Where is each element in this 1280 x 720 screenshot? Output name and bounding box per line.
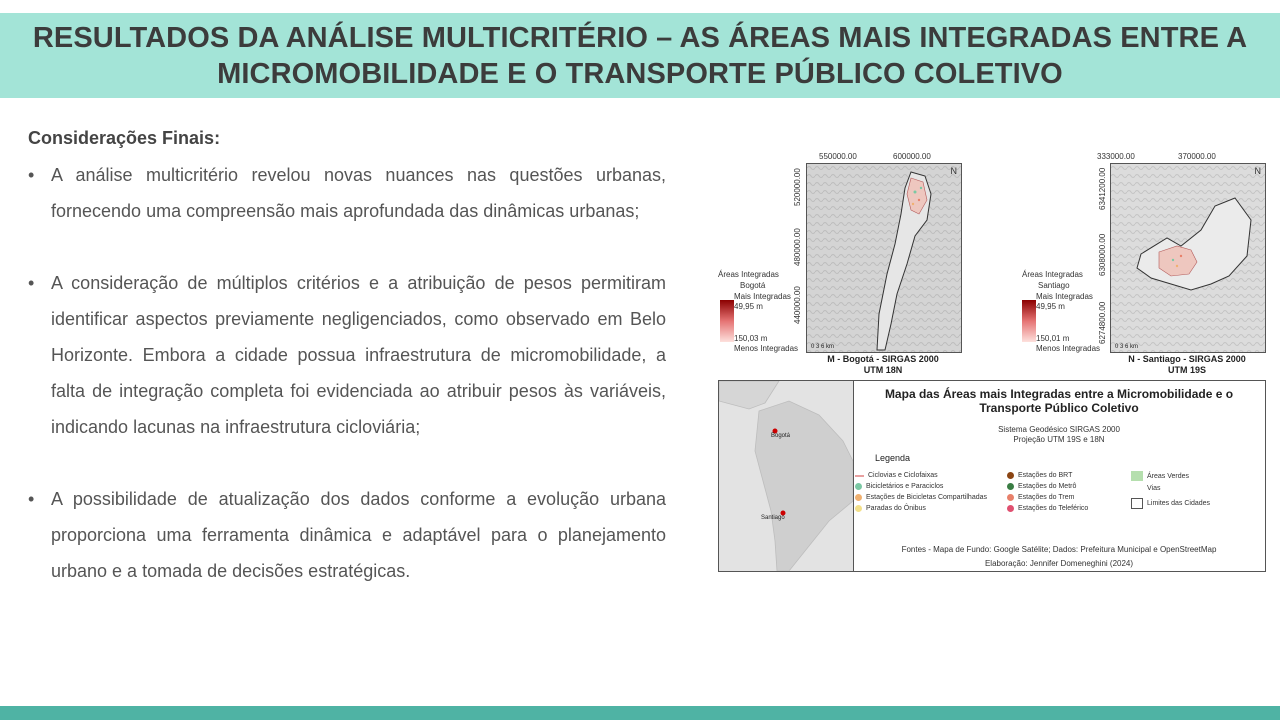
north-arrow-icon: N — [1254, 166, 1261, 176]
legend-item — [1007, 483, 1076, 490]
legend-item — [1007, 472, 1072, 479]
legend-swatch — [855, 483, 862, 490]
legend-item — [855, 472, 938, 479]
title-banner — [0, 13, 1280, 98]
bogota-legend-max-label: Mais Integradas — [734, 292, 791, 301]
legend-swatch — [1007, 505, 1014, 512]
legend-item — [1131, 471, 1189, 481]
bogota-gradient — [720, 300, 734, 342]
legend-label: Bicicletários e Paraciclos — [866, 483, 944, 490]
legend-item — [1131, 498, 1210, 509]
santiago-side-coord-2: 6308000.00 — [1098, 233, 1107, 276]
legend-label: Áreas Verdes — [1147, 472, 1190, 480]
coordinate-system — [853, 425, 1265, 445]
legend-item — [855, 483, 943, 490]
bogota-legend-title: Áreas Integradas — [718, 270, 779, 279]
legend-label: Estações do Teleférico — [1018, 505, 1089, 512]
santiago-side-coord-3: 6274800.00 — [1098, 301, 1107, 344]
legend-label: Estações de Bicicletas Compartilhadas — [866, 494, 988, 501]
title-line-1: RESULTADOS DA ANÁLISE MULTICRITÉRIO – AS ÁREAS MAIS INTEGRADAS ENTRE A — [32, 21, 1248, 54]
santiago-scale-bar: 0 3 6 km — [1115, 344, 1139, 350]
santiago-top-coord-1: 333000.00 — [1097, 152, 1135, 161]
legend-swatch — [1007, 494, 1014, 501]
legend-swatch — [1131, 471, 1143, 481]
santiago-map[interactable] — [1110, 163, 1266, 353]
legend-swatch — [855, 475, 864, 477]
bullet-1: • A análise multicritério revelou novas nuances nas questões urbanas, fornecendo uma compreensão mais aprofundada das dinâmicas urbanas; — [28, 157, 666, 229]
legend-label: Estações do BRT — [1018, 472, 1073, 479]
main-map-box — [718, 380, 1266, 572]
legend-label: Paradas do Ônibus — [866, 505, 926, 512]
santiago-terrain — [1111, 164, 1265, 352]
section-heading: Considerações Finais: — [28, 128, 221, 148]
legend-item — [1007, 494, 1074, 501]
santiago-caption — [1110, 354, 1264, 376]
legend-swatch — [1007, 483, 1014, 490]
main-map-title — [853, 387, 1265, 415]
south-america-inset-map[interactable] — [719, 381, 854, 571]
santiago-side-coord-1: 6341200.00 — [1098, 167, 1107, 210]
legend-label: Estações do Trem — [1018, 494, 1075, 501]
santiago-caption-line-2: UTM 19S — [1167, 365, 1206, 375]
bullet-2: • A consideração de múltiplos critérios e a atribuição de pesos permitiram identificar aspectos previamente negligenciados, como observado em Belo Horizonte. Embora a cidade possua infraestrutura de micromobilidade, a falta de integração completa foi evidenciada ao atribuir pesos às variáveis, indicando lacunas na infraestrutura cicloviária; — [28, 265, 666, 445]
santiago-legend-title: Áreas Integradas — [1022, 270, 1083, 279]
legend-swatch — [1007, 472, 1014, 479]
legend-swatch — [855, 505, 862, 512]
system-line-1: Sistema Geodésico SIRGAS 2000 — [998, 425, 1120, 434]
legend-swatch — [855, 494, 862, 501]
north-arrow-icon: N — [950, 166, 957, 176]
santiago-legend-min-value: 150,01 m — [1036, 334, 1070, 343]
santiago-legend-max-value: 49,95 m — [1036, 302, 1065, 311]
south-america-outline — [719, 381, 853, 571]
santiago-caption-line-1: N - Santiago - SIRGAS 2000 — [1128, 354, 1246, 364]
main-map-title-line-2: Transporte Público Coletivo — [979, 401, 1139, 415]
bogota-side-coord-3: 440000.00 — [793, 286, 802, 324]
title-line-2: MICROMOBILIDADE E O TRANSPORTE PÚBLICO COLETIVO — [217, 57, 1063, 90]
santiago-map-panel — [1018, 148, 1266, 378]
bogota-caption-line-2: UTM 18N — [863, 365, 903, 375]
inset-label-santiago: Santiago — [761, 515, 785, 521]
santiago-legend-city: Santiago — [1038, 281, 1070, 290]
map-figure — [718, 148, 1266, 572]
bogota-side-coord-1: 520000.00 — [793, 168, 802, 206]
bogota-legend-city: Bogotá — [740, 281, 766, 290]
bogota-caption — [806, 354, 960, 376]
bogota-top-coord-2: 600000.00 — [893, 152, 931, 161]
sources-text: Fontes - Mapa de Fundo: Google Satélite; Dados: Prefeitura Municipal e OpenStreetMap — [901, 545, 1217, 554]
bogota-side-coord-2: 480000.00 — [793, 228, 802, 266]
bogota-top-coord-1: 550000.00 — [819, 152, 857, 161]
legend-item — [855, 494, 987, 501]
legend-label: Ciclovias e Ciclofaixas — [868, 472, 938, 479]
legend-item — [855, 505, 926, 512]
santiago-gradient — [1022, 300, 1036, 342]
bogota-map-panel — [718, 148, 990, 378]
page-title — [33, 20, 1247, 92]
main-map-title-line-1: Mapa das Áreas mais Integradas entre a Micromobilidade e o — [884, 387, 1234, 401]
system-line-2: Projeção UTM 19S e 18N — [1013, 435, 1105, 444]
bogota-legend-min-value: 150,03 m — [734, 334, 768, 343]
author-credit: Elaboração: Jennifer Domeneghini (2024) — [984, 559, 1134, 568]
legend-swatch — [1131, 485, 1143, 492]
legend-item — [1007, 505, 1088, 512]
santiago-legend-min-label: Menos Integradas — [1036, 344, 1101, 353]
bogota-caption-line-1: M - Bogotá - SIRGAS 2000 — [827, 354, 939, 364]
considerations-section — [28, 128, 666, 625]
inset-label-bogota: Bogotá — [771, 433, 791, 439]
bullet-3: • A possibilidade de atualização dos dados conforme a evolução urbana proporciona uma ferramenta dinâmica e adaptável para o planejamento urbano e a tomada de decisões estratégicas. — [28, 481, 666, 589]
legend-label: Estações do Metrô — [1018, 483, 1077, 490]
bogota-legend-min-label: Menos Integradas — [734, 344, 799, 353]
bogota-scale-bar: 0 3 6 km — [811, 344, 835, 350]
bogota-terrain — [807, 164, 961, 352]
legend-label: Vias — [1147, 485, 1161, 492]
legend-item — [1131, 485, 1161, 492]
legend-title: Legenda — [875, 453, 911, 463]
santiago-top-coord-2: 370000.00 — [1178, 152, 1216, 161]
bogota-legend-max-value: 49,95 m — [734, 302, 763, 311]
footer-bar — [0, 706, 1280, 720]
bogota-map[interactable] — [806, 163, 962, 353]
legend-label: Limites das Cidades — [1147, 500, 1211, 507]
legend-swatch — [1131, 498, 1143, 509]
santiago-legend-max-label: Mais Integradas — [1036, 292, 1093, 301]
